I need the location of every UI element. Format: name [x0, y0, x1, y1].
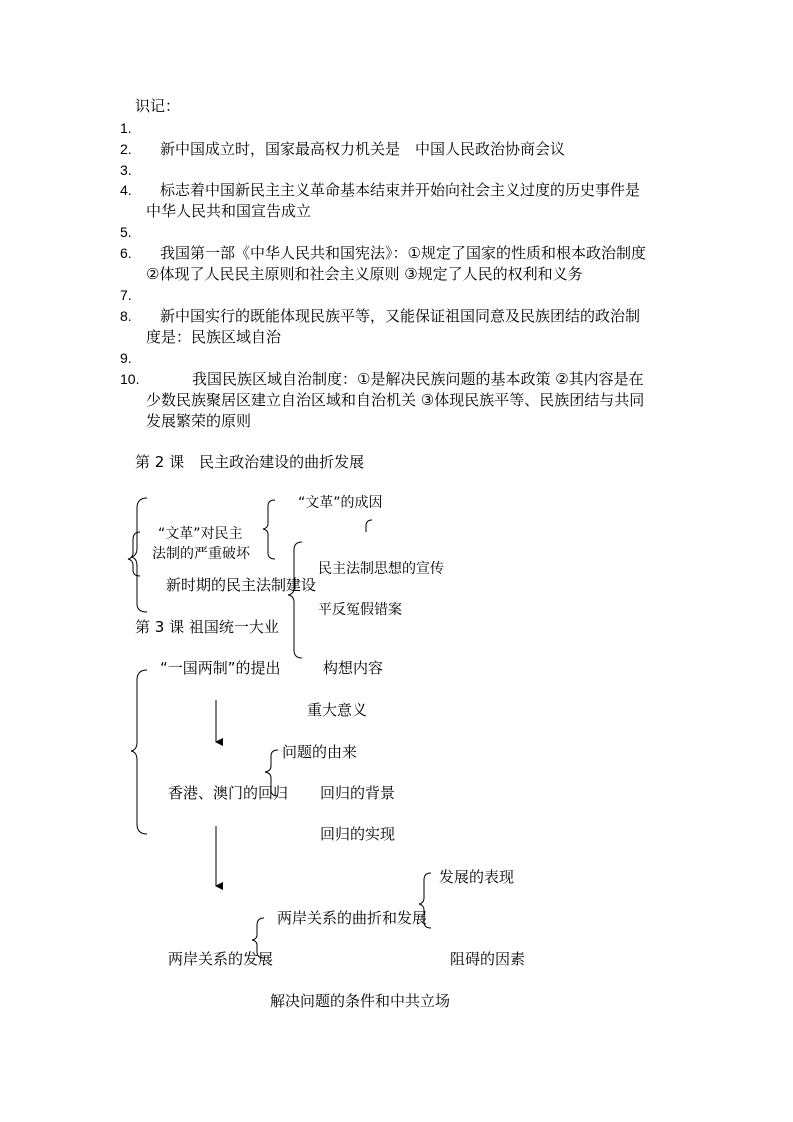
new-period: 新时期的民主法制建设	[166, 576, 317, 594]
item-number: 8.	[120, 308, 132, 324]
return-background: 回归的背景	[320, 784, 396, 802]
item-text-continued: 度是：民族区域自治	[146, 328, 282, 346]
return-realization: 回归的实现	[320, 825, 396, 843]
brace-wenge	[263, 500, 275, 559]
wenge-damage-line1: “文革”对民主	[158, 526, 243, 542]
item-text: 新中国成立时，国家最高权力机关是 中国人民政治协商会议	[160, 140, 566, 158]
obstacles: 阻碍的因素	[450, 950, 526, 968]
item-text: 我国民族区域自治制度：①是解决民族问题的基本政策 ②其内容是在	[192, 370, 644, 388]
propaganda: 民主法制思想的宣传	[318, 561, 444, 577]
redress: 平反冤假错案	[318, 602, 402, 618]
brace-lesson2-inner	[128, 532, 140, 576]
conditions-and-stance: 解决问题的条件和中共立场	[270, 992, 451, 1010]
item-text-continued: 发展繁荣的原则	[146, 412, 252, 430]
item-number: 4.	[120, 182, 132, 198]
brace-cross-strait	[252, 918, 264, 958]
hk-macau-return: 香港、澳门的回归	[168, 784, 289, 802]
item-number: 5.	[120, 224, 132, 240]
item-number: 3.	[120, 162, 132, 178]
lesson3-title: 第 3 课 祖国统一大业	[135, 618, 279, 636]
item-text: 新中国实行的既能体现民族平等，又能保证祖国同意及民族团结的政治制	[160, 307, 641, 325]
brace-return	[265, 750, 278, 796]
concept-content: 构想内容	[323, 659, 384, 677]
brace-new-period	[288, 542, 302, 658]
item-number: 1.	[120, 120, 132, 136]
item-text-continued: ②体现了人民民主原则和社会主义原则 ③规定了人民的权利和义务	[146, 265, 583, 283]
development-manifestation: 发展的表现	[439, 868, 515, 886]
significance: 重大意义	[307, 701, 368, 719]
wenge-cause: “文革”的成因	[298, 495, 383, 511]
small-mark	[366, 520, 372, 532]
brace-lesson3	[131, 670, 147, 834]
notes-heading: 识记：	[135, 97, 181, 115]
item-text-continued: 中华人民共和国宣告成立	[146, 202, 312, 220]
item-number: 7.	[120, 287, 132, 303]
item-number: 9.	[120, 350, 132, 366]
item-text: 我国第一部《中华人民共和国宪法》：①规定了国家的性质和根本政治制度	[160, 244, 646, 262]
item-number: 10.	[120, 371, 140, 387]
item-text: 标志着中国新民主主义革命基本结束并开始向社会主义过度的历史事件是	[160, 181, 641, 199]
brace-lesson2-outer	[131, 498, 147, 612]
twists-and-development: 两岸关系的曲折和发展	[277, 909, 428, 927]
issue-origin: 问题的由来	[282, 743, 358, 761]
cross-strait-development: 两岸关系的发展	[168, 950, 274, 968]
item-text-continued: 少数民族聚居区建立自治区域和自治机关 ③体现民族平等、民族团结与共同	[146, 391, 645, 409]
brace-dev	[419, 873, 431, 928]
item-number: 2.	[120, 141, 132, 157]
one-country-two-systems: “一国两制”的提出	[160, 659, 281, 677]
item-number: 6.	[120, 245, 132, 261]
wenge-damage-line2: 法制的严重破坏	[152, 546, 250, 562]
lesson2-title: 第 2 课 民主政治建设的曲折发展	[135, 453, 365, 471]
